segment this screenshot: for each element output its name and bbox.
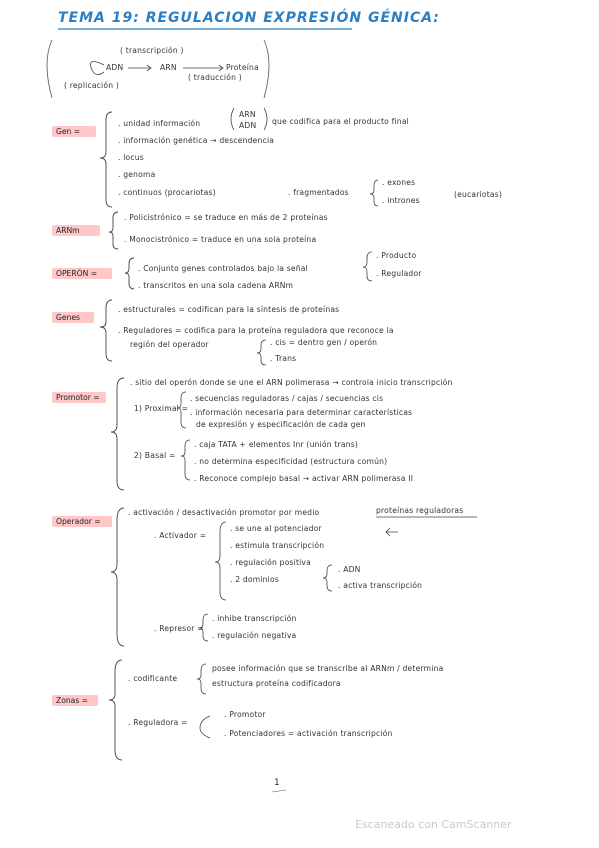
section-label-genes: Genes	[56, 313, 80, 322]
zonas-codificante-1: posee información que se transcribe al ARNm / determina	[212, 664, 444, 673]
zonas-reguladora-1: . Promotor	[224, 710, 266, 719]
operon-option-producto: . Producto	[376, 251, 417, 260]
diagram-translation-label: ( traducción )	[188, 73, 242, 82]
section-label-operador: Operador =	[56, 517, 101, 526]
genes-line-3: región del operador	[130, 340, 209, 349]
activador-1: . se une al potenciador	[230, 524, 322, 533]
promotor-proximal-2: . información necesaria para determinar características	[190, 408, 413, 417]
genes-cis: . cis = dentro gen / operón	[270, 338, 378, 347]
gen-fragmentados: . fragmentados	[288, 188, 349, 197]
diagram-adn: ADN	[106, 63, 124, 72]
operador-line-1-underlined: proteínas reguladoras	[376, 506, 464, 515]
gen-intrones: . intrones	[382, 196, 420, 205]
genes-trans: . Trans	[270, 354, 297, 363]
represor-1: . inhibe transcripción	[212, 614, 297, 623]
diagram-transcription-label: ( transcripción )	[120, 46, 184, 55]
gen-arn: ARN	[239, 110, 256, 119]
page-number: 1	[274, 778, 280, 788]
section-label-gen: Gen =	[56, 127, 81, 136]
section-label-operon: OPERÓN =	[56, 269, 98, 278]
dominio-2: . activa transcripción	[338, 581, 423, 590]
promotor-line-1: . sitio del operón donde se une el ARN polimerasa → controla inicio transcripción	[130, 378, 453, 387]
diagram-bracket-right	[264, 40, 269, 98]
scanner-watermark: Escaneado con CamScanner	[355, 818, 512, 831]
genes-brace	[100, 300, 112, 361]
section-label-promotor: Promotor =	[56, 393, 100, 402]
arnm-brace	[109, 212, 118, 249]
diagram-replication-label: ( replicación )	[64, 81, 119, 90]
activador-3: . regulación positiva	[230, 558, 311, 567]
arnm-line-2: . Monocistrónico = traduce en una sola proteína	[124, 235, 317, 244]
diagram-bracket	[47, 40, 52, 98]
gen-brace	[100, 112, 112, 207]
gen-line-1: . unidad información	[118, 119, 201, 128]
gen-line-2: . información genética → descendencia	[118, 136, 275, 145]
section-label-zonas: Zonas =	[56, 696, 89, 705]
replication-loop-icon	[91, 61, 105, 74]
gen-line-5: . continuos (procariotas)	[118, 188, 216, 197]
gen-line-1-post: que codifica para el producto final	[272, 117, 409, 126]
gen-eucariotas: (eucariotas)	[454, 190, 503, 199]
promotor-proximal-1: . secuencias reguladoras / cajas / secuencias cis	[190, 394, 384, 403]
promotor-basal-2: . no determina especificidad (estructura común)	[194, 457, 388, 466]
page-title: TEMA 19: REGULACION EXPRESIÓN GÉNICA:	[58, 10, 440, 26]
gen-line-4: . genoma	[118, 170, 156, 179]
dominio-1: . ADN	[338, 565, 361, 574]
genes-line-1: . estructurales = codifican para la síntesis de proteínas	[118, 305, 340, 314]
promotor-brace	[111, 378, 124, 490]
zonas-codificante-2: estructura proteína codificadora	[212, 679, 341, 688]
promotor-basal-3: . Reconoce complejo basal → activar ARN polimerasa II	[194, 474, 414, 483]
zonas-brace	[109, 660, 122, 760]
represor-2: . regulación negativa	[212, 631, 297, 640]
zonas-reguladora-2: . Potenciadores = activación transcripción	[224, 729, 393, 738]
operon-line-1: . Conjunto genes controlados bajo la señal	[138, 264, 308, 273]
promotor-proximal-3: de expresión y especificación de cada gen	[196, 420, 366, 429]
operon-option-regulador: . Regulador	[376, 269, 422, 278]
operon-brace	[125, 258, 134, 289]
arrow-icon	[386, 528, 398, 536]
section-label-arnm: ARNm	[56, 226, 80, 235]
promotor-basal-1: . caja TATA + elementos Inr (unión trans)	[194, 440, 359, 449]
diagram-proteina: Proteína	[226, 63, 259, 72]
gen-line-3: . locus	[118, 153, 144, 162]
operon-line-2: . transcritos en una sola cadena ARNm	[138, 281, 294, 290]
operador-line-1: . activación / desactivación promotor por medio	[128, 508, 320, 517]
gen-adn: ADN	[239, 121, 257, 130]
zonas-codificante: . codificante	[128, 674, 178, 683]
operador-brace	[111, 508, 124, 646]
operador-activador-label: . Activador =	[154, 531, 207, 540]
genes-line-2: . Reguladores = codifica para la proteína reguladora que reconoce la	[118, 326, 394, 335]
promotor-proximal-label: 1) Proximal =	[134, 404, 189, 413]
diagram-arn: ARN	[160, 63, 177, 72]
activador-2: . estimula transcripción	[230, 541, 325, 550]
gen-exones: . exones	[382, 178, 416, 187]
arnm-line-1: . Policistrónico = se traduce en más de 2 proteínas	[124, 213, 328, 222]
promotor-basal-label: 2) Basal =	[134, 451, 176, 460]
activador-4: . 2 dominios	[230, 575, 279, 584]
zonas-reguladora: . Reguladora =	[128, 718, 188, 727]
operador-represor-label: . Represor =	[154, 624, 204, 633]
